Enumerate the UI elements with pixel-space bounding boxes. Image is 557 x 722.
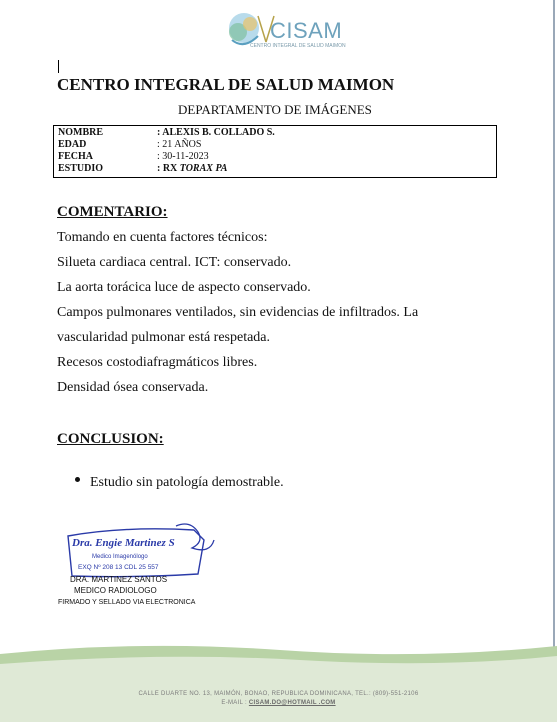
comment-line: Densidad ósea conservada.	[57, 380, 209, 395]
name-value: : ALEXIS B. COLLADO S.	[157, 127, 275, 138]
date-value: : 30-11-2023	[157, 151, 209, 162]
patient-info-table	[53, 125, 497, 178]
signature-stamp	[64, 518, 224, 582]
signer-name: DRA. MARTINEZ SANTOS	[70, 575, 168, 584]
footer-email-line	[0, 700, 557, 706]
study-label: ESTUDIO	[58, 163, 104, 174]
study-prefix: : RX	[157, 163, 180, 174]
bullet-icon	[75, 477, 80, 482]
comment-line: Tomando en cuenta factores técnicos:	[57, 230, 268, 245]
stamp-title-text: Medico Imagenólogo	[92, 554, 148, 560]
conclusion-heading: CONCLUSION:	[57, 431, 164, 447]
comment-line: vascularidad pulmonar está respetada.	[57, 330, 271, 345]
comment-line: Campos pulmonares ventilados, sin evidencias de infiltrados. La	[57, 305, 419, 320]
signature-note: FIRMADO Y SELLADO VIA ELECTRONICA	[58, 599, 196, 606]
date-label: FECHA	[58, 151, 93, 162]
logo-tagline: CENTRO INTEGRAL DE SALUD MAIMON	[250, 43, 346, 49]
footer-address: CALLE DUARTE NO. 13, MAIMÓN, BONAO, REPUBLICA DOMINICANA, TEL.: (809)-551-2106	[138, 691, 419, 697]
age-label: EDAD	[58, 139, 87, 150]
conclusion-item: Estudio sin patología demostrable.	[90, 475, 284, 490]
study-value: TORAX PA	[179, 163, 228, 174]
document-title: CENTRO INTEGRAL DE SALUD MAIMON	[57, 75, 395, 94]
comment-line: La aorta torácica luce de aspecto conservado.	[57, 280, 311, 295]
comment-line: Silueta cardiaca central. ICT: conservado.	[57, 255, 292, 270]
footer-email-label: E-MAIL :	[221, 700, 249, 706]
department-name: DEPARTAMENTO DE IMÁGENES	[178, 102, 372, 117]
stamp-license-text: EXQ Nº 208 13 CDL 25 557	[78, 564, 159, 571]
footer-wave	[0, 640, 557, 722]
age-value: : 21 AÑOS	[157, 139, 202, 150]
comment-line: Recesos costodiafragmáticos libres.	[57, 355, 258, 370]
name-label: NOMBRE	[58, 127, 103, 138]
signer-title: MEDICO RADIOLOGO	[74, 586, 157, 595]
study-value-wrap	[157, 163, 227, 174]
logo-wordmark: CISAM	[270, 18, 343, 43]
comment-heading: COMENTARIO:	[57, 204, 168, 220]
stamp-name-text: Dra. Engie Martinez S	[72, 537, 175, 549]
text-cursor	[58, 60, 59, 73]
footer-email-link[interactable]: CISAM.DO@HOTMAIL .COM	[248, 700, 336, 706]
